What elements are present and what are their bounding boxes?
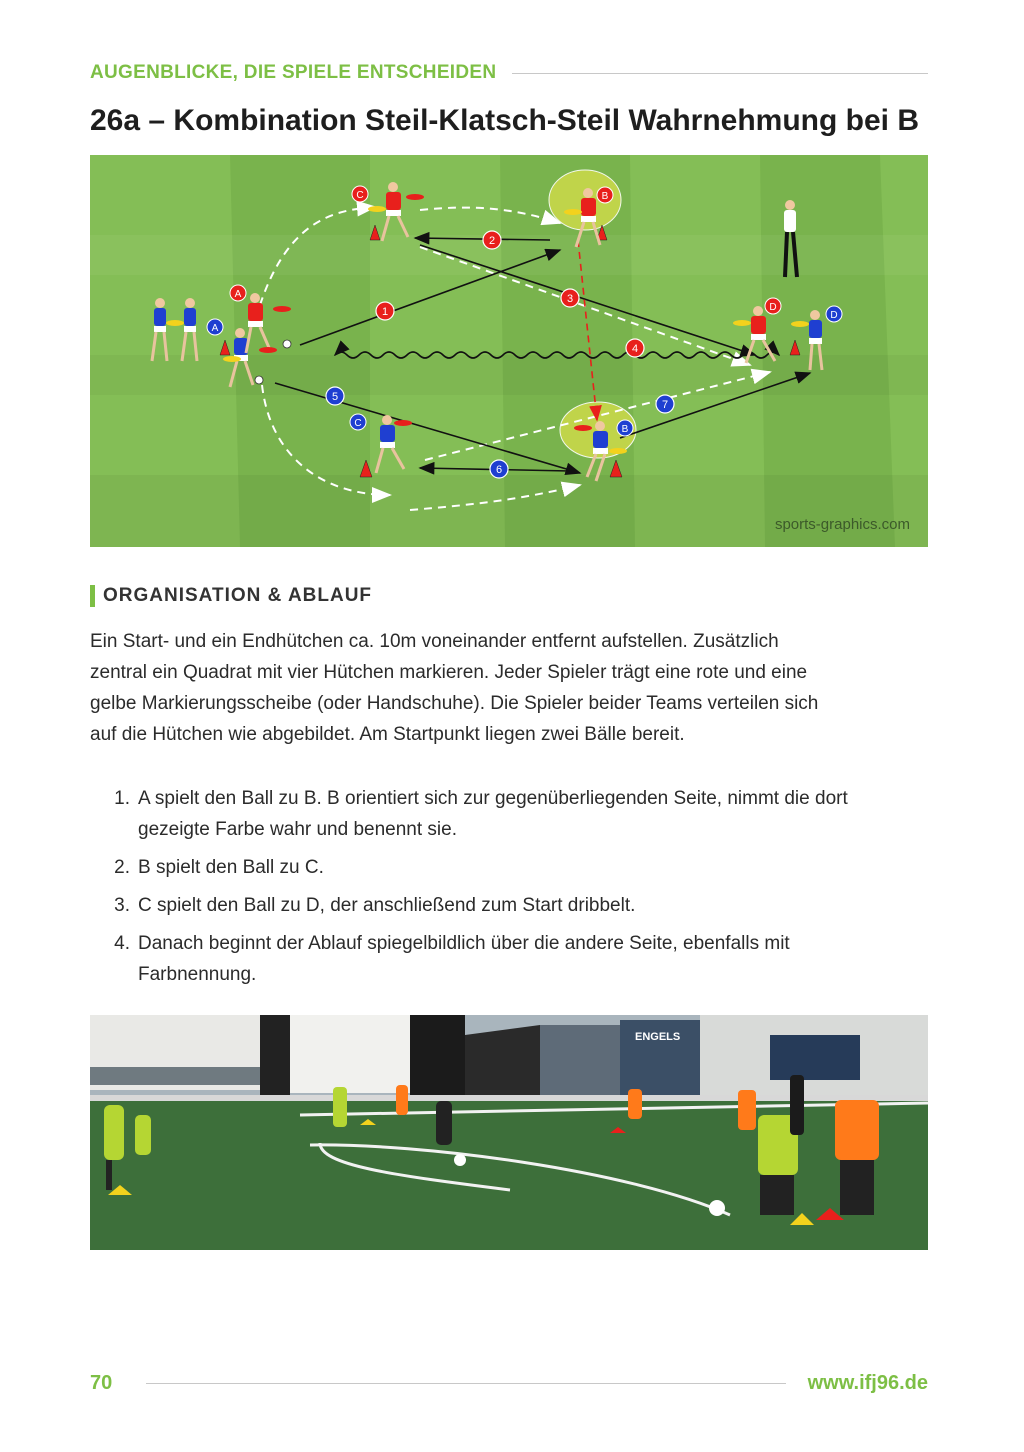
page-footer <box>90 1368 928 1398</box>
photo-sign-text: ENGELS <box>635 1031 681 1043</box>
label-blue-c: C <box>354 418 362 429</box>
step-line: B spielt den Ball zu C. <box>138 857 324 878</box>
pass-badge-7: 7 <box>661 399 669 411</box>
footer-url: www.ifj96.de <box>807 1371 928 1394</box>
label-red-d: D <box>769 302 777 313</box>
step-text <box>138 783 930 845</box>
step-line: Danach beginnt der Ablauf spiegelbildlich über die andere Seite, ebenfalls mit <box>138 933 790 954</box>
intro-line: auf die Hütchen wie abgebildet. Am Startpunkt liegen zwei Bälle bereit. <box>90 724 685 745</box>
step-number: 3. <box>114 895 130 916</box>
running-header <box>90 58 928 88</box>
pass-badge-5: 5 <box>331 391 339 403</box>
list-item <box>90 852 930 883</box>
ball-2 <box>255 376 263 384</box>
chapter-title: AUGENBLICKE, DIE SPIELE ENTSCHEIDEN <box>90 62 497 83</box>
pass-badge-1: 1 <box>381 306 389 318</box>
step-line: Farbnennung. <box>138 964 257 985</box>
page-title: 26a – Kombination Steil-Klatsch-Steil Wahrnehmung bei B <box>90 104 919 137</box>
header-divider <box>512 73 928 74</box>
label-blue-d: D <box>830 310 838 321</box>
intro-paragraph <box>90 626 930 750</box>
section-heading-text: ORGANISATION & ABLAUF <box>103 585 373 606</box>
ball-1 <box>283 340 291 348</box>
section-accent-bar <box>90 585 95 607</box>
label-red-a: A <box>234 289 242 300</box>
label-red-c: C <box>356 190 364 201</box>
step-line: gezeigte Farbe wahr und benennt sie. <box>138 819 457 840</box>
list-item <box>90 890 930 921</box>
pass-badge-6: 6 <box>495 464 503 476</box>
step-text <box>138 928 930 990</box>
label-blue-b: B <box>621 424 629 435</box>
step-number: 1. <box>114 788 130 809</box>
list-item <box>90 928 930 990</box>
diagram-watermark: sports-graphics.com <box>774 516 910 533</box>
footer-divider <box>146 1383 785 1384</box>
pass-badge-4: 4 <box>631 343 639 355</box>
pass-badge-2: 2 <box>488 235 496 247</box>
label-red-b: B <box>601 191 609 202</box>
intro-line: gelbe Markierungsscheibe (oder Handschuhe). Die Spieler beider Teams verteilen sich <box>90 693 819 714</box>
list-item <box>90 783 930 845</box>
step-number: 2. <box>114 857 130 878</box>
drill-diagram <box>90 155 928 547</box>
label-blue-a: A <box>211 323 219 334</box>
step-text <box>138 890 930 921</box>
training-photo <box>90 1015 928 1250</box>
section-heading <box>90 584 372 608</box>
step-number: 4. <box>114 933 130 954</box>
intro-line: zentral ein Quadrat mit vier Hütchen markieren. Jeder Spieler trägt eine rote und eine <box>90 662 808 683</box>
steps-list <box>90 783 930 997</box>
step-line: C spielt den Ball zu D, der anschließend zum Start dribbelt. <box>138 895 636 916</box>
step-line: A spielt den Ball zu B. B orientiert sich zur gegenüberliegenden Seite, nimmt die dort <box>138 788 848 809</box>
page-number: 70 <box>90 1371 113 1394</box>
step-text <box>138 852 930 883</box>
pass-badge-3: 3 <box>566 293 574 305</box>
intro-line: Ein Start- und ein Endhütchen ca. 10m voneinander entfernt aufstellen. Zusätzlich <box>90 631 779 652</box>
